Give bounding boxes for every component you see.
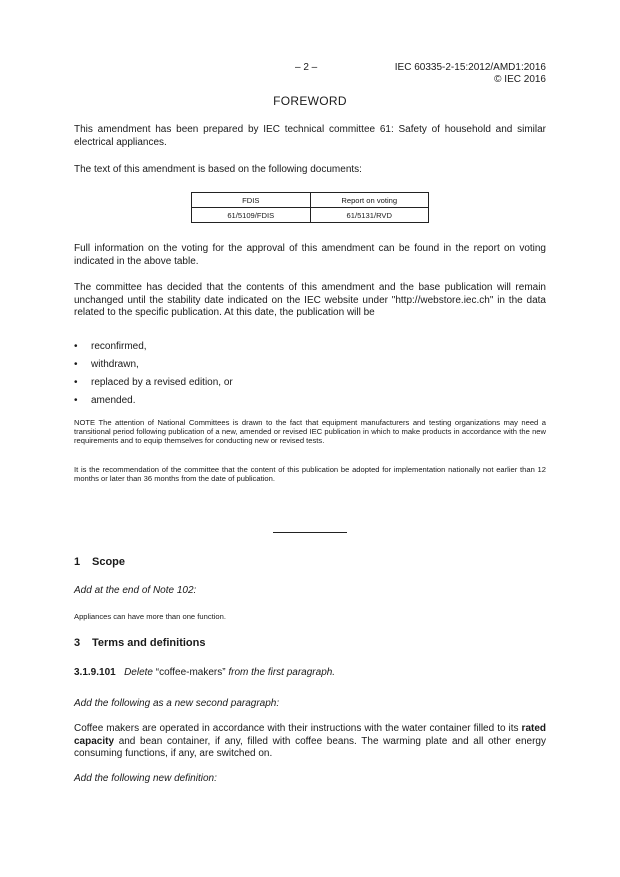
instruction-second-paragraph: Add the following as a new second paragraph: xyxy=(74,698,280,709)
documents-table xyxy=(191,192,429,223)
section-heading-terms xyxy=(74,637,205,649)
document-reference xyxy=(395,62,546,86)
list-item-text: reconfirmed, xyxy=(91,341,147,352)
instruction-scope: Add at the end of Note 102: xyxy=(74,585,197,596)
list-item-text: withdrawn, xyxy=(91,359,139,370)
clause-instruction-pre: Delete xyxy=(124,667,153,678)
section-number: 3 xyxy=(74,637,81,649)
table-header-cell: Report on voting xyxy=(310,193,429,208)
bullet-glyph: • xyxy=(74,395,78,406)
divider xyxy=(273,532,347,533)
document-id: IEC 60335-2-15:2012/AMD1:2016 xyxy=(394,62,546,73)
list-item xyxy=(74,377,233,389)
paragraph-recommendation: It is the recommendation of the committee that the content of this publication be adopted for implementation nationally not earlier than 12 months or later than 36 months from the date of publication. xyxy=(74,465,546,484)
page-title: FOREWORD xyxy=(273,94,347,108)
defined-term: rated capacity xyxy=(74,723,546,747)
clause-quote: “coffee-makers” xyxy=(155,667,226,678)
section-number: 1 xyxy=(74,556,81,568)
section-heading-scope xyxy=(74,556,125,568)
paragraph-based-on: The text of this amendment is based on the following documents: xyxy=(74,164,362,175)
paragraph-text: and bean container, if any, filled with coffee beans. The warming plate and all other energy consuming functions, if any, are switched on. xyxy=(74,735,546,759)
table-cell: 61/5131/RVD xyxy=(310,208,429,223)
list-item xyxy=(74,341,147,353)
list-item xyxy=(74,395,135,407)
section-title: Terms and definitions xyxy=(92,637,206,649)
bullet-glyph: • xyxy=(74,359,78,370)
clause-3-1-9-101 xyxy=(74,667,546,680)
paragraph-voting: Full information on the voting for the approval of this amendment can be found in the report on voting indicated in the above table. xyxy=(74,243,546,267)
table-header-cell: FDIS xyxy=(192,193,311,208)
page-number: – 2 – xyxy=(295,62,318,73)
list-item-text: replaced by a revised edition, or xyxy=(91,377,233,388)
note: NOTE The attention of National Committees is drawn to the fact that equipment manufacturers and testing organizations may need a transitional period following publication of a new, amended or revised IEC publication in which to make products in accordance with the new requirements and to equip themselves for conducting new or revised tests. xyxy=(74,418,546,446)
copyright: © IEC 2016 xyxy=(494,74,546,85)
bullet-glyph: • xyxy=(74,341,78,352)
bullet-glyph: • xyxy=(74,377,78,388)
list-item xyxy=(74,359,139,371)
list-item-text: amended. xyxy=(91,395,136,406)
table-header-row xyxy=(192,193,429,208)
clause-instruction-post: from the first paragraph. xyxy=(228,667,336,678)
table-row xyxy=(192,208,429,223)
section-title: Scope xyxy=(92,556,126,568)
table-cell: 61/5109/FDIS xyxy=(192,208,311,223)
paragraph-text: Coffee makers are operated in accordance with their instructions with the water container filled to its xyxy=(74,723,519,734)
paragraph-stability: The committee has decided that the contents of this amendment and the base publication will remain unchanged until the stability date indicated on the IEC website under "http://webstore.iec.ch" in the data related to the specific publication. At this date, the publication will be xyxy=(74,282,546,318)
instruction-new-definition: Add the following new definition: xyxy=(74,773,217,784)
paragraph-coffee-makers xyxy=(74,723,546,761)
paragraph-scope: Appliances can have more than one function. xyxy=(74,612,226,621)
clause-number: 3.1.9.101 xyxy=(74,667,116,678)
paragraph-committee: This amendment has been prepared by IEC technical committee 61: Safety of household and similar electrical appliances. xyxy=(74,124,546,148)
